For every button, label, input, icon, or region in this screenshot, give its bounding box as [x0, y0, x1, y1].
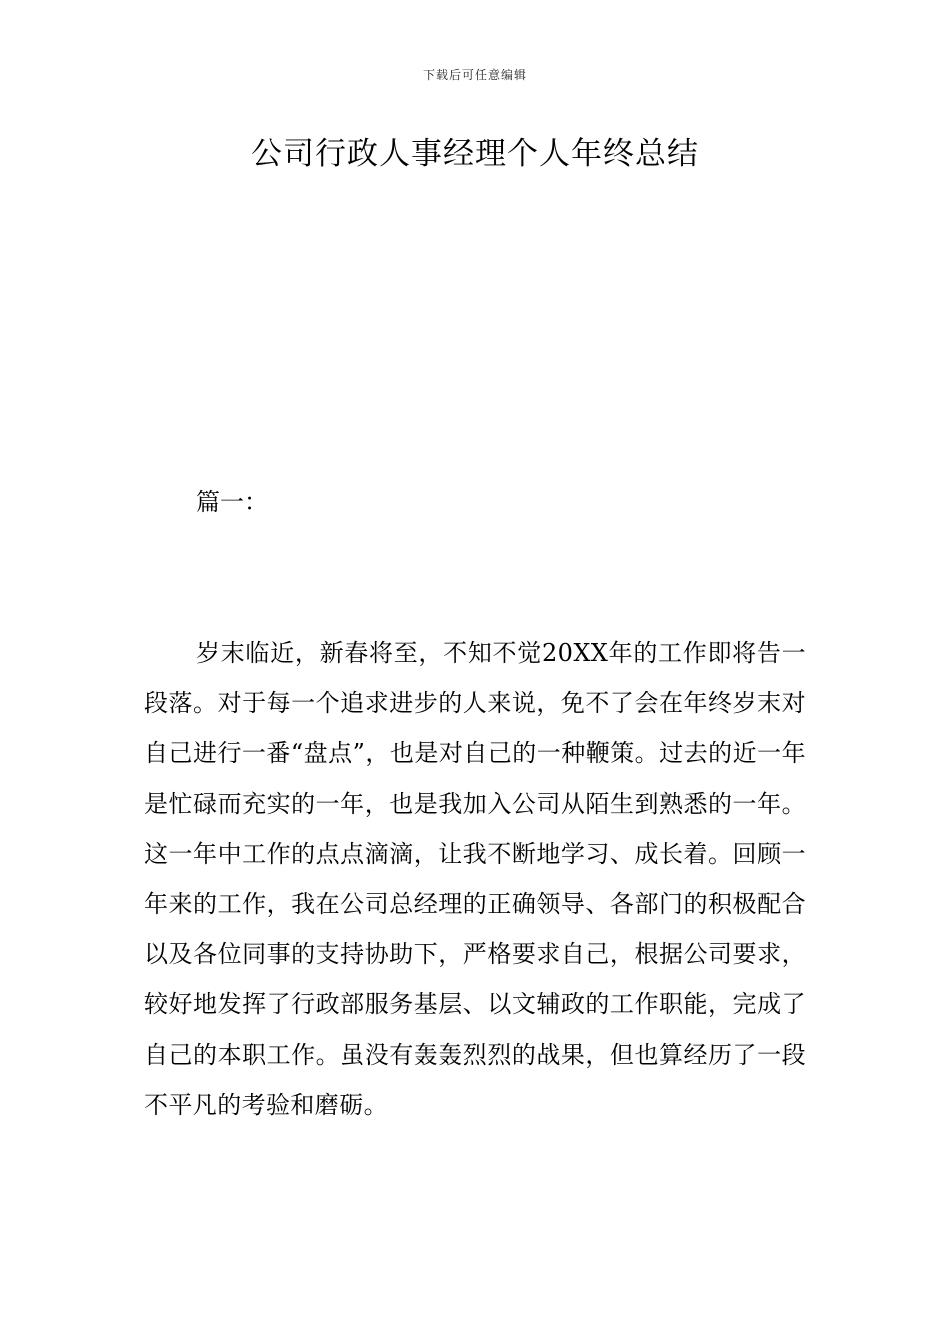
header-note: 下载后可任意编辑: [422, 68, 527, 82]
document-title: 公司行政人事经理个人年终总结: [251, 136, 699, 172]
body-paragraph: 岁末临近，新春将至，不知不觉20XX年的工作即将告一段落。对于每一个追求进步的人来说，免不了会在年终岁末对自己进行一番“盘点”，也是对自己的一种鞭策。过去的近一年是忙碌而充实的一年，也是我加入公司从陌生到熟悉的一年。这一年中工作的点点滴滴，让我不断地学习、成长着。回顾一年来的工作，我在公司总经理的正确领导、各部门的积极配合以及各位同事的支持协助下，严格要求自己，根据公司要求，较好地发挥了行政部服务基层、以文辅政的工作职能，完成了自己的本职工作。虽没有轰轰烈烈的战果，但也算经历了一段不平凡的考验和磨砺。: [144, 639, 806, 1119]
section-heading: 篇一：: [196, 488, 268, 516]
